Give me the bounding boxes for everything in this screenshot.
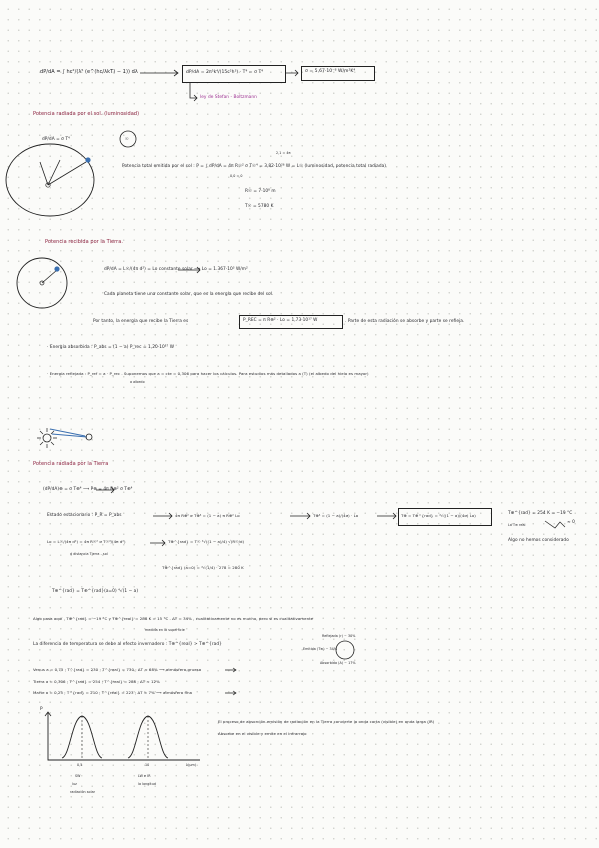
t-rad2: T⊕^{rad} (a=0) = ⁴√(1/4) · 278 = 280 K bbox=[162, 565, 244, 570]
reflected-energy: · Energía reflejada : P_ref = a · P_rec . Suponemos que a = cte = 0,306 para hacer los cálculos. Para estudios más detallados a (T) (el albedo del hielo es mayor) bbox=[47, 371, 369, 376]
earth-surface-dot bbox=[54, 266, 59, 271]
marte-row: Marte a = 0,25 ; T^{rad} = 210 ; T^{real} = 223 ; ΔT ≈ 7% ⟶ atmósfera fina bbox=[33, 690, 193, 695]
mini-earth bbox=[86, 434, 92, 440]
sun-heading: Potencia radiada por el sol. (luminosidad) bbox=[33, 111, 140, 117]
greenhouse-line1: Algo pasa aquí , T⊕^{rad} = −19 °C y T⊕^{real} = 288 K = 15 °C . ΔT = 34% , cualitativamente no es mucho, pero sí es cualitativamente bbox=[33, 616, 314, 621]
t-result: T⊕^{rad} = 254 K = −19 °C bbox=[508, 511, 573, 516]
header-lhs: dP/dA = ∫ hc²/(λ⁵ (e^(hc/λkT) − 1)) dλ bbox=[40, 69, 138, 75]
earth-received-heading: Potencia recibida por la Tierra. bbox=[45, 239, 124, 245]
missing-note: Algo no hemos considerado bbox=[508, 538, 569, 543]
label-lw: LW e IR bbox=[138, 774, 151, 778]
earth-radiated-eq: (dP/dA)⊕ = σ T⊕⁴ ⟶ P⊕ = 4π R⊕² σ T⊕⁴ bbox=[43, 487, 133, 492]
sun-surface-dot bbox=[85, 157, 90, 162]
sun-radius: R☉ = 7·10⁸ m bbox=[245, 189, 276, 194]
lo-note: d distancia Tierra - sol bbox=[70, 552, 108, 556]
approx: ≈ 0 bbox=[567, 520, 575, 525]
greenhouse-line1-sub: medida en la superficie bbox=[145, 628, 185, 632]
peak-sw bbox=[62, 716, 102, 758]
plot-y-label: P bbox=[40, 707, 43, 712]
solar-constant-note: Cada planeta tiene una constante solar, que es la energía que recibe del sol. bbox=[104, 292, 274, 297]
greenhouse-line2: La diferencia de temperatura se debe al efecto invernadero : T⊕^{real} > T⊕^{rad} bbox=[33, 642, 222, 647]
balance-eq: 4π R⊕² σ T⊕⁴ = (1 − a) π R⊕² Lo bbox=[175, 513, 240, 518]
greenhouse-text2: Absorbe en el visible y emite en el infrarrojo bbox=[218, 731, 307, 736]
label-sw: SW bbox=[75, 774, 81, 778]
tick-sw: 0,5 bbox=[77, 763, 83, 767]
label-sw-b: luz bbox=[72, 782, 77, 786]
sun-center-dot bbox=[46, 183, 50, 187]
greenhouse-circle bbox=[336, 641, 354, 659]
earth-center bbox=[40, 281, 44, 285]
sun-temp: T☉ = 5780 K bbox=[245, 204, 274, 209]
absorbed-energy: · Energía absorbida : P_abs = (1 − a) P_rec = 1,20·10¹⁷ W bbox=[47, 345, 175, 350]
mini-sun bbox=[43, 434, 51, 442]
sun-symbol: ☉ bbox=[125, 136, 129, 141]
arrow-sigma bbox=[285, 70, 298, 76]
header-result: dP/dA = 2π⁵k⁴/(15c²h³) · T⁴ = σ T⁴ bbox=[186, 70, 264, 75]
earth-radiated-heading: Potencia radiada por la Tierra bbox=[33, 461, 109, 467]
integral-upper: 2,1 = 4π bbox=[276, 151, 291, 155]
lo-def: Lo = L☉/(4π d²) = 4π R☉² σ T☉⁴/(4π d²) bbox=[47, 539, 126, 544]
t-eq: T⊕⁴ = (1 − a)/(4σ) · Lo bbox=[313, 513, 359, 518]
balance-label: Estado estacionario : P_R = P_abs bbox=[47, 513, 122, 518]
arrow-header bbox=[140, 70, 178, 76]
sun-eq: dP/dA = σ T⁴ bbox=[42, 137, 70, 142]
total-line: Por tanto, la energía que recibe la Tierra es bbox=[93, 319, 189, 324]
t-rad: T⊕^{rad} = T☉ ⁴√((1 − a)/4) √(R☉/d) bbox=[168, 539, 245, 544]
integral-lower: 0,0 = 0 bbox=[230, 174, 243, 178]
circle-label-absorbed: Absorbida (A) ~ 17% bbox=[320, 661, 356, 665]
tick-lw: 10 bbox=[145, 763, 150, 767]
albedo-label: a albedo bbox=[130, 380, 145, 384]
law-arrow bbox=[190, 83, 197, 101]
total-box-text: P_REC = π R⊕² · Lo = 1,73·10¹⁷ W bbox=[243, 318, 318, 323]
law-note: ley de Stefan - Boltzmann bbox=[200, 95, 257, 100]
circle-label-emitted: Emitida (T⊕) ~ 34% bbox=[303, 647, 338, 651]
t-note: La T⊕ real bbox=[508, 523, 526, 527]
sigma-value: σ = 5,67·10⁻⁸ W/m²K⁴ bbox=[305, 69, 356, 74]
venus-row: Venus a = 0,75 ; T^{rad} = 230 ; T^{real} = 730 ; ΔT ≈ 68% ⟶ atmósfera gruesa bbox=[33, 667, 202, 672]
peak-lw bbox=[128, 716, 168, 758]
tierra-row: Tierra a = 0,306 ; T^{rad} = 254 ; T^{real} = 288 ; ΔT ≈ 12% bbox=[33, 679, 160, 684]
earth-circle bbox=[17, 258, 67, 308]
label-lw-b: la longitud bbox=[138, 782, 157, 786]
label-sw-c: radiación solar bbox=[70, 790, 96, 794]
t-relation: T⊕^{rad} = T⊕^{rad}(a=0) ⁴√(1 − a) bbox=[52, 589, 139, 594]
plot-x-label: λ(μm) bbox=[186, 763, 197, 767]
sun-total-power: Potencia total emitida por el sol : P = ∫ dP/dA = 4π R☉² σ T☉⁴ = 3,82·10²⁶ W = L☉ (luminosidad, potencia total radiada) bbox=[122, 164, 387, 169]
greenhouse-text1: El proceso de absorción-emisión de radiación en la Tierra convierte la onda corta (visible) en onda larga (IR) bbox=[218, 719, 435, 724]
t-box-text: T⊕ = T⊕^{rad} = ⁴√((1 − a)/(4σ) Lo) bbox=[401, 513, 476, 518]
total-note: . Parte de esta radiación se absorbe y parte se refleja. bbox=[345, 319, 465, 324]
circle-label-reflected: Reflejada (r) ~ 30% bbox=[322, 634, 356, 638]
earth-received-eq: dP/dA = L☉/(4π d²) = Lo constante solar ⟶ Lo = 1.367·10³ W/m² bbox=[104, 267, 248, 272]
plot-axes bbox=[48, 712, 200, 760]
sun-ellipse bbox=[6, 144, 94, 216]
